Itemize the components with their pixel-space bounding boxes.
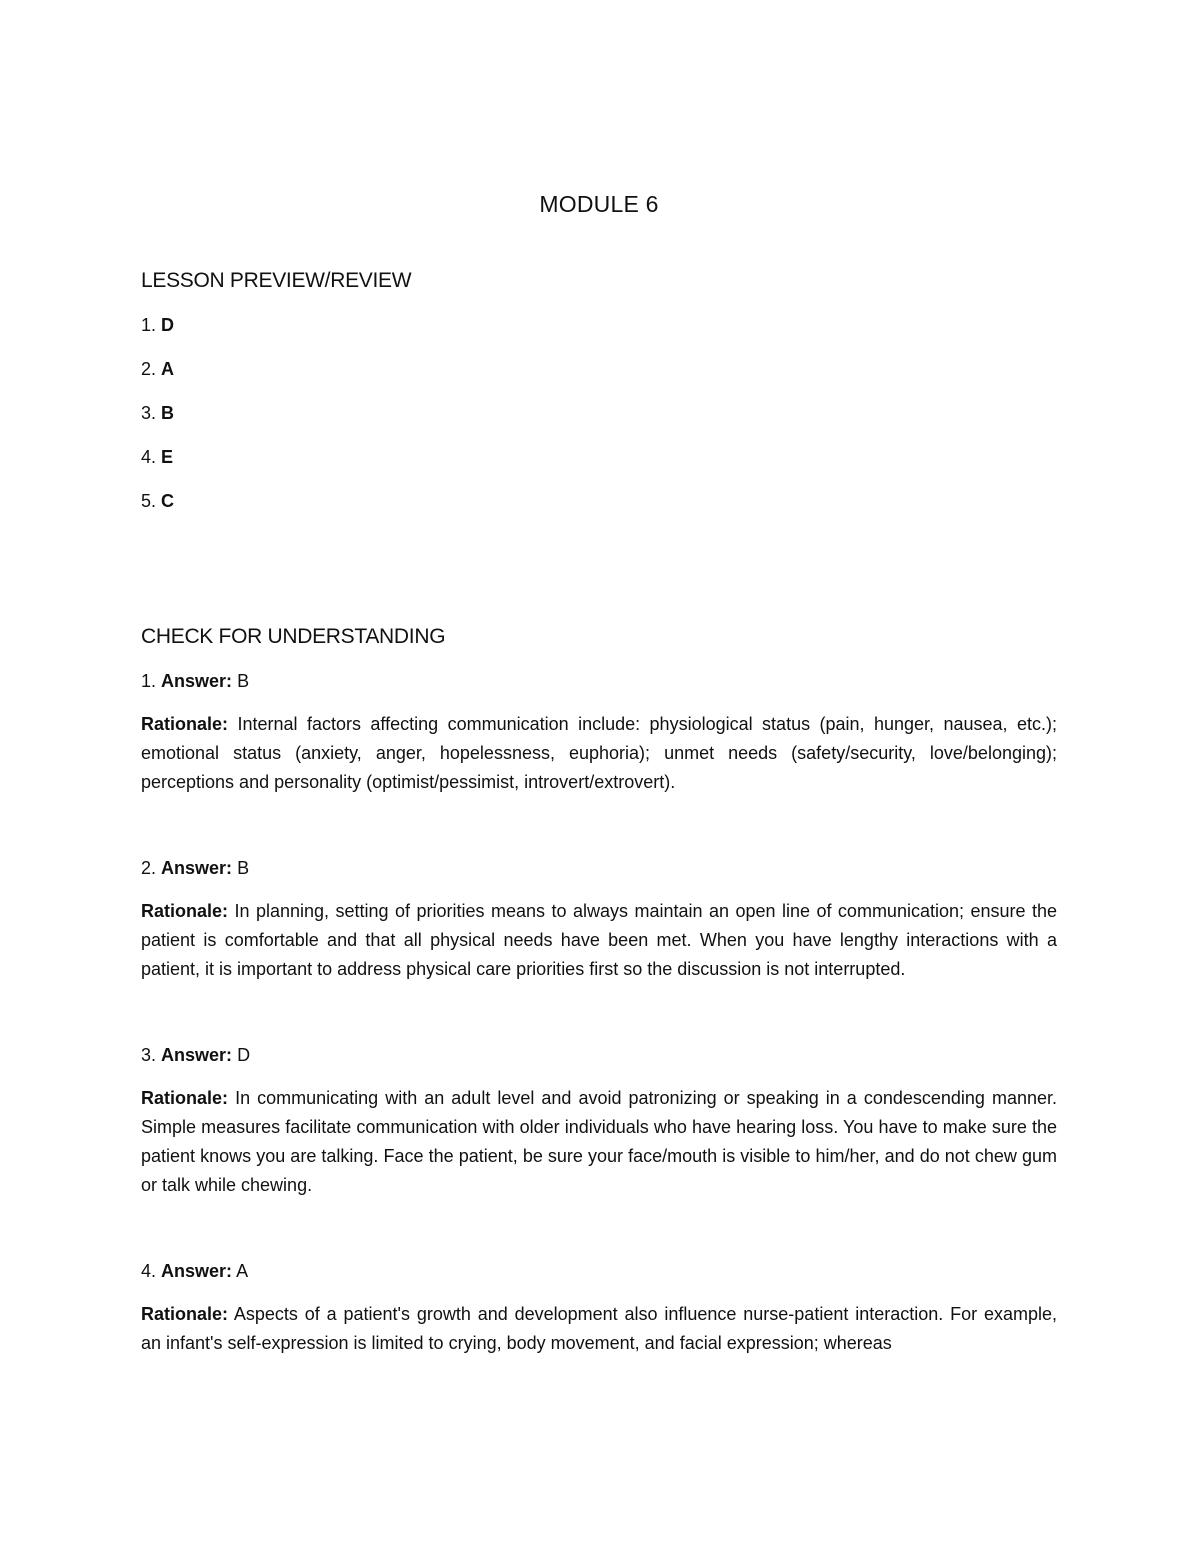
review-item-answer: E — [161, 447, 174, 467]
question-block — [141, 853, 1057, 984]
section-spacer — [141, 530, 1057, 622]
rationale-text: Internal factors affecting communication include: physiological status (pain, hunger, nausea, etc.); emotional status (anxiety, anger, hopelessness, euphoria); unmet needs (safety/security, love/belonging); perceptions and personality (optimist/pessimist, introvert/extrovert). — [141, 714, 1057, 792]
question-block — [141, 1256, 1057, 1358]
rationale-paragraph — [141, 710, 1057, 797]
answer-line — [141, 666, 1057, 696]
answer-line — [141, 853, 1057, 883]
review-item-number: 1. — [141, 315, 157, 335]
document-content — [141, 186, 1057, 1372]
review-item-number: 4. — [141, 447, 157, 467]
review-item-answer: C — [161, 491, 175, 511]
answer-value: A — [236, 1261, 249, 1281]
review-item-answer: D — [161, 315, 175, 335]
review-item — [141, 310, 1057, 340]
lesson-review-list — [141, 310, 1057, 516]
answer-value: D — [237, 1045, 251, 1065]
review-item — [141, 398, 1057, 428]
answer-line — [141, 1256, 1057, 1286]
question-spacer — [141, 998, 1057, 1040]
module-title: MODULE 6 — [539, 191, 659, 217]
question-number: 4. — [141, 1261, 157, 1281]
answer-value: B — [237, 671, 250, 691]
rationale-paragraph — [141, 1084, 1057, 1200]
review-item — [141, 442, 1057, 472]
check-understanding-heading: CHECK FOR UNDERSTANDING — [141, 625, 446, 648]
review-item-answer: A — [161, 359, 175, 379]
rationale-paragraph — [141, 897, 1057, 984]
question-spacer — [141, 811, 1057, 853]
question-spacer — [141, 1214, 1057, 1256]
review-item-number: 3. — [141, 403, 157, 423]
review-item-number: 5. — [141, 491, 157, 511]
rationale-label: Rationale: — [141, 1304, 229, 1324]
rationale-text: Aspects of a patient's growth and development also influence nurse-patient interaction. For example, an infant's self-expression is limited to crying, body movement, and facial expression; whereas — [141, 1304, 1057, 1353]
rationale-text: In communicating with an adult level and avoid patronizing or speaking in a condescending manner. Simple measures facilitate communication with older individuals who have hearing loss. You have to make sure the patient knows you are talking. Face the patient, be sure your face/mouth is visible to him/her, and do not chew gum or talk while chewing. — [141, 1088, 1057, 1195]
review-item-answer: B — [161, 403, 175, 423]
answer-value: B — [237, 858, 250, 878]
answer-line — [141, 1040, 1057, 1070]
question-number: 1. — [141, 671, 157, 691]
answer-label: Answer: — [161, 1261, 233, 1281]
review-item-number: 2. — [141, 359, 157, 379]
review-item — [141, 486, 1057, 516]
rationale-text: In planning, setting of priorities means to always maintain an open line of communication; ensure the patient is comfortable and that all physical needs have been met. When you have lengthy interactions with a patient, it is important to address physical care priorities first so the discussion is not interrupted. — [141, 901, 1057, 979]
rationale-paragraph — [141, 1300, 1057, 1358]
answer-label: Answer: — [161, 671, 233, 691]
rationale-label: Rationale: — [141, 1088, 229, 1108]
answer-label: Answer: — [161, 858, 233, 878]
question-number: 2. — [141, 858, 157, 878]
question-number: 3. — [141, 1045, 157, 1065]
review-item — [141, 354, 1057, 384]
rationale-label: Rationale: — [141, 901, 229, 921]
rationale-label: Rationale: — [141, 714, 229, 734]
question-block — [141, 666, 1057, 797]
question-block — [141, 1040, 1057, 1200]
answer-label: Answer: — [161, 1045, 233, 1065]
lesson-review-heading: LESSON PREVIEW/REVIEW — [141, 269, 412, 292]
